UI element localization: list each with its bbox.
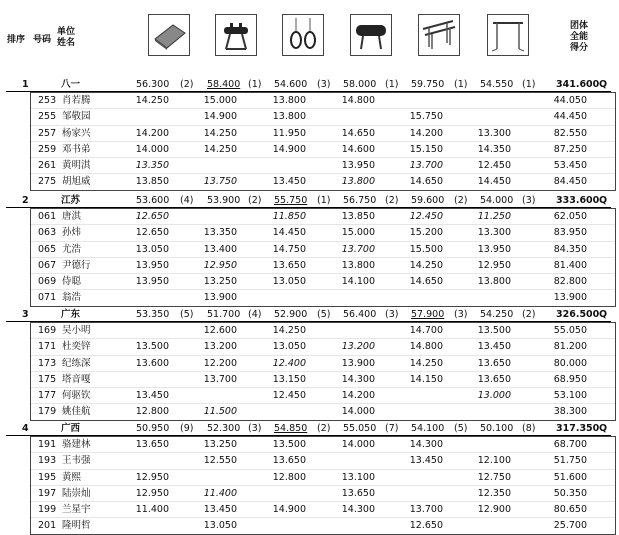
- athlete-code: 255: [38, 111, 57, 123]
- team-rank: 2: [22, 195, 29, 206]
- team-apparatus-score: 52.300: [207, 423, 241, 434]
- team-apparatus-score: 54.600: [274, 79, 308, 90]
- member-row[interactable]: [31, 209, 615, 225]
- team-apparatus-rank: (2): [522, 309, 536, 320]
- athlete-score: 12.650: [135, 211, 169, 222]
- athlete-score: 13.050: [272, 276, 306, 288]
- athlete-code: 257: [38, 127, 57, 139]
- team-apparatus-score: 56.300: [136, 79, 170, 90]
- athlete-code: 253: [38, 95, 57, 106]
- athlete-score: 15.000: [341, 227, 375, 239]
- athlete-total: 84.450: [553, 176, 587, 188]
- team-apparatus-rank: (1): [317, 195, 331, 206]
- team-row: [0, 307, 619, 321]
- athlete-name: 隆明哲: [62, 520, 91, 532]
- athlete-code: 069: [38, 276, 57, 288]
- athlete-score: 12.900: [477, 504, 511, 516]
- team-row: [0, 193, 619, 207]
- athlete-score: 13.950: [477, 243, 511, 255]
- athlete-name: 纪练深: [62, 357, 91, 369]
- athlete-score: 13.650: [272, 455, 306, 467]
- athlete-score: 14.650: [409, 276, 443, 288]
- athlete-total: 80.000: [553, 357, 587, 369]
- team-apparatus-rank: (4): [180, 195, 194, 206]
- athlete-score: 12.650: [135, 227, 169, 239]
- team-apparatus-rank: (4): [248, 309, 262, 320]
- team-apparatus-rank: (7): [385, 423, 399, 434]
- athlete-score: 13.200: [341, 341, 375, 353]
- team-apparatus-rank: (1): [454, 79, 468, 90]
- athlete-code: 071: [38, 292, 57, 304]
- team-apparatus-score: 54.550: [480, 79, 514, 90]
- athlete-score: 13.100: [341, 471, 375, 483]
- team-row: [0, 77, 619, 91]
- team-apparatus-score: 58.000: [343, 79, 377, 90]
- athlete-score: 11.950: [272, 127, 306, 139]
- athlete-score: 12.950: [135, 471, 169, 483]
- member-row[interactable]: [31, 470, 615, 486]
- team-apparatus-score: 54.100: [411, 423, 445, 434]
- team-block: [0, 193, 619, 305]
- athlete-code: 065: [38, 243, 57, 255]
- header-total-3: 得分: [570, 43, 589, 53]
- athlete-name: 胡旭威: [62, 176, 91, 188]
- athlete-total: 38.300: [553, 406, 587, 418]
- team-apparatus-rank: (5): [454, 423, 468, 434]
- athlete-code: 275: [38, 176, 57, 188]
- member-row[interactable]: [31, 93, 615, 109]
- athlete-score: 13.500: [477, 325, 511, 336]
- athlete-code: 195: [38, 471, 57, 483]
- athlete-score: 14.900: [272, 504, 306, 516]
- athlete-name: 姚佳航: [62, 406, 91, 418]
- athlete-score: 14.450: [272, 227, 306, 239]
- header-total-2: 全能: [570, 32, 589, 42]
- member-row[interactable]: [31, 258, 615, 274]
- athlete-score: 12.200: [203, 357, 237, 369]
- athlete-score: 13.500: [272, 439, 306, 450]
- team-apparatus-score: 59.750: [411, 79, 445, 90]
- team-rank: 1: [22, 79, 29, 90]
- team-apparatus-score: 59.600: [411, 195, 445, 206]
- athlete-score: 13.450: [409, 455, 443, 467]
- qualified-mark: Q: [599, 423, 608, 434]
- athlete-score: 12.750: [477, 471, 511, 483]
- athlete-score: 13.900: [341, 357, 375, 369]
- athlete-total: 53.100: [553, 390, 587, 402]
- athlete-name: 杜奕锌: [62, 341, 91, 353]
- athlete-score: 14.250: [135, 95, 169, 106]
- athlete-score: 12.650: [409, 520, 443, 532]
- rings-icon: [282, 14, 324, 56]
- athlete-score: 12.100: [477, 455, 511, 467]
- athlete-name: 塔音嘎: [62, 373, 91, 385]
- athlete-score: 13.800: [272, 111, 306, 123]
- team-apparatus-score: 54.250: [480, 309, 514, 320]
- athlete-total: 50.350: [553, 487, 587, 499]
- athlete-score: 14.750: [272, 243, 306, 255]
- athlete-code: 067: [38, 259, 57, 271]
- athlete-name: 陆崇灿: [62, 487, 91, 499]
- team-apparatus-rank: (3): [522, 195, 536, 206]
- team-apparatus-rank: (2): [385, 195, 399, 206]
- athlete-total: 82.800: [553, 276, 587, 288]
- header-unit: 单位: [57, 27, 76, 37]
- team-total: 341.600: [556, 79, 600, 90]
- athlete-score: 14.000: [135, 143, 169, 155]
- athlete-score: 13.400: [203, 243, 237, 255]
- athlete-score: 14.650: [409, 176, 443, 188]
- member-row[interactable]: [31, 437, 615, 453]
- team-row: [0, 421, 619, 435]
- athlete-score: 12.350: [477, 487, 511, 499]
- athlete-score: 13.300: [477, 127, 511, 139]
- athlete-name: 杨家兴: [62, 127, 91, 139]
- team-apparatus-rank: (9): [180, 423, 194, 434]
- athlete-score: 13.700: [341, 243, 375, 255]
- header-total-1: 团体: [570, 21, 589, 31]
- high-bar-icon: [487, 14, 529, 56]
- member-row[interactable]: [31, 225, 615, 241]
- team-apparatus-score: 53.900: [207, 195, 241, 206]
- athlete-name: 唐淇: [62, 211, 82, 222]
- athlete-score: 13.800: [341, 259, 375, 271]
- athlete-score: 14.000: [341, 439, 375, 450]
- team-apparatus-rank: (2): [454, 195, 468, 206]
- team-block: [0, 307, 619, 419]
- athlete-code: 169: [38, 325, 57, 336]
- member-row[interactable]: [31, 323, 615, 339]
- athlete-score: 15.200: [409, 227, 443, 239]
- team-apparatus-score: 53.600: [136, 195, 170, 206]
- athlete-score: 13.750: [203, 176, 237, 188]
- qualified-mark: Q: [599, 309, 608, 320]
- team-apparatus-score: 58.400: [207, 79, 241, 90]
- athlete-score: 12.950: [135, 487, 169, 499]
- athlete-score: 14.250: [409, 357, 443, 369]
- athlete-score: 13.950: [135, 276, 169, 288]
- team-apparatus-rank: (1): [248, 79, 262, 90]
- team-total: 333.600: [556, 195, 600, 206]
- athlete-score: 13.450: [272, 176, 306, 188]
- team-block: [0, 77, 619, 189]
- athlete-name: 邹敬园: [62, 111, 91, 123]
- athlete-score: 14.900: [272, 143, 306, 155]
- team-apparatus-rank: (2): [180, 79, 194, 90]
- team-block: [0, 421, 619, 533]
- athlete-score: 13.700: [203, 373, 237, 385]
- athlete-score: 14.350: [477, 143, 511, 155]
- team-apparatus-rank: (2): [317, 423, 331, 434]
- athlete-total: 81.400: [553, 259, 587, 271]
- athlete-score: 13.000: [477, 390, 511, 402]
- athlete-score: 14.650: [341, 127, 375, 139]
- athlete-score: 14.200: [341, 390, 375, 402]
- athlete-total: 44.050: [553, 95, 587, 106]
- member-row[interactable]: [31, 142, 615, 158]
- athlete-total: 13.900: [553, 292, 587, 304]
- athlete-score: 12.450: [272, 390, 306, 402]
- team-apparatus-score: 50.950: [136, 423, 170, 434]
- athlete-total: 81.200: [553, 341, 587, 353]
- team-name: 江苏: [61, 195, 81, 206]
- athlete-score: 13.800: [272, 95, 306, 106]
- athlete-score: 12.550: [203, 455, 237, 467]
- athlete-score: 14.150: [409, 373, 443, 385]
- athlete-score: 13.250: [203, 439, 237, 450]
- team-apparatus-rank: (3): [317, 79, 331, 90]
- athlete-score: 13.650: [477, 357, 511, 369]
- athlete-score: 13.600: [135, 357, 169, 369]
- athlete-score: 11.400: [203, 487, 237, 499]
- athlete-score: 12.950: [203, 259, 237, 271]
- athlete-score: 14.800: [409, 341, 443, 353]
- header-name: 姓名: [57, 38, 76, 48]
- athlete-score: 15.150: [409, 143, 443, 155]
- athlete-score: 13.900: [203, 292, 237, 304]
- member-row[interactable]: [31, 126, 615, 142]
- athlete-score: 13.150: [272, 373, 306, 385]
- athlete-score: 12.800: [272, 471, 306, 483]
- athlete-score: 13.050: [203, 520, 237, 532]
- team-apparatus-score: 54.850: [274, 423, 308, 434]
- athlete-code: 063: [38, 227, 57, 239]
- athlete-score: 13.650: [341, 487, 375, 499]
- athlete-name: 侍聪: [62, 276, 82, 288]
- athlete-code: 171: [38, 341, 57, 353]
- team-apparatus-score: 54.000: [480, 195, 514, 206]
- athlete-total: 51.750: [553, 455, 587, 467]
- athlete-score: 12.600: [203, 325, 237, 336]
- athlete-score: 14.250: [272, 325, 306, 336]
- team-total: 317.350: [556, 423, 600, 434]
- team-apparatus-rank: (2): [248, 195, 262, 206]
- athlete-total: 68.700: [553, 439, 587, 450]
- athlete-score: 14.250: [409, 259, 443, 271]
- athlete-name: 翁浩: [62, 292, 82, 304]
- pommel-horse-icon: [215, 14, 257, 56]
- athlete-total: 44.450: [553, 111, 587, 123]
- team-apparatus-rank: (5): [180, 309, 194, 320]
- team-apparatus-score: 57.900: [411, 309, 445, 320]
- athlete-score: 13.450: [203, 504, 237, 516]
- member-row[interactable]: [31, 242, 615, 258]
- athlete-score: 14.450: [477, 176, 511, 188]
- member-row[interactable]: [31, 109, 615, 125]
- athlete-total: 87.250: [553, 143, 587, 155]
- athlete-name: 尤浩: [62, 243, 82, 255]
- athlete-code: 199: [38, 504, 57, 516]
- member-row[interactable]: [31, 274, 615, 290]
- athlete-name: 孙炜: [62, 227, 82, 239]
- athlete-score: 13.300: [477, 227, 511, 239]
- header-rank: 排序: [7, 35, 26, 45]
- table-header: [0, 0, 619, 70]
- athlete-name: 何驱钦: [62, 390, 91, 402]
- athlete-score: 15.500: [409, 243, 443, 255]
- team-apparatus-score: 50.100: [480, 423, 514, 434]
- member-row[interactable]: [31, 339, 615, 355]
- athlete-code: 177: [38, 390, 57, 402]
- athlete-score: 12.950: [477, 259, 511, 271]
- athlete-score: 13.650: [477, 373, 511, 385]
- athlete-score: 12.400: [272, 357, 306, 369]
- athlete-score: 13.800: [477, 276, 511, 288]
- member-list: [30, 322, 616, 421]
- qualified-mark: Q: [599, 195, 608, 206]
- athlete-total: 82.550: [553, 127, 587, 139]
- athlete-code: 197: [38, 487, 57, 499]
- member-row[interactable]: [31, 453, 615, 469]
- athlete-score: 13.050: [135, 243, 169, 255]
- athlete-name: 肖若腾: [62, 95, 91, 106]
- athlete-score: 15.750: [409, 111, 443, 123]
- athlete-code: 261: [38, 160, 57, 172]
- athlete-score: 14.200: [135, 127, 169, 139]
- athlete-name: 兰星宇: [62, 504, 91, 516]
- athlete-score: 11.400: [135, 504, 169, 516]
- member-row[interactable]: [31, 174, 615, 189]
- athlete-score: 11.500: [203, 406, 237, 418]
- athlete-score: 12.450: [477, 160, 511, 172]
- member-row[interactable]: [31, 502, 615, 518]
- athlete-code: 175: [38, 373, 57, 385]
- athlete-total: 53.450: [553, 160, 587, 172]
- athlete-score: 13.850: [135, 176, 169, 188]
- team-apparatus-score: 56.400: [343, 309, 377, 320]
- athlete-score: 13.450: [477, 341, 511, 353]
- athlete-score: 14.300: [341, 373, 375, 385]
- athlete-score: 15.000: [203, 95, 237, 106]
- athlete-score: 14.300: [409, 439, 443, 450]
- member-row[interactable]: [31, 388, 615, 404]
- athlete-name: 王韦强: [62, 455, 91, 467]
- athlete-score: 11.250: [477, 211, 511, 222]
- athlete-score: 13.700: [409, 160, 443, 172]
- team-name: 八一: [61, 79, 81, 90]
- member-row[interactable]: [31, 486, 615, 502]
- athlete-code: 201: [38, 520, 57, 532]
- athlete-score: 14.100: [341, 276, 375, 288]
- team-apparatus-rank: (3): [454, 309, 468, 320]
- team-apparatus-score: 51.700: [207, 309, 241, 320]
- team-rank: 4: [22, 423, 29, 434]
- athlete-name: 黄明淇: [62, 160, 91, 172]
- athlete-score: 12.800: [135, 406, 169, 418]
- athlete-code: 173: [38, 357, 57, 369]
- athlete-score: 14.250: [203, 127, 237, 139]
- athlete-score: 14.800: [341, 95, 375, 106]
- member-row[interactable]: [31, 518, 615, 533]
- athlete-code: 179: [38, 406, 57, 418]
- athlete-total: 80.650: [553, 504, 587, 516]
- athlete-score: 13.800: [341, 176, 375, 188]
- team-rank: 3: [22, 309, 29, 320]
- athlete-score: 13.350: [135, 160, 169, 172]
- team-apparatus-rank: (1): [385, 79, 399, 90]
- athlete-name: 邓书弟: [62, 143, 91, 155]
- athlete-score: 14.200: [409, 127, 443, 139]
- parallel-bars-icon: [418, 14, 460, 56]
- athlete-score: 14.700: [409, 325, 443, 336]
- athlete-score: 14.000: [341, 406, 375, 418]
- athlete-total: 55.050: [553, 325, 587, 336]
- athlete-total: 83.950: [553, 227, 587, 239]
- member-row[interactable]: [31, 290, 615, 305]
- athlete-score: 13.650: [272, 259, 306, 271]
- team-name: 广东: [61, 309, 81, 320]
- team-apparatus-rank: (3): [248, 423, 262, 434]
- athlete-score: 13.450: [135, 390, 169, 402]
- team-apparatus-score: 55.050: [343, 423, 377, 434]
- athlete-score: 14.900: [203, 111, 237, 123]
- floor-icon: [148, 14, 190, 56]
- member-list: [30, 436, 616, 535]
- team-apparatus-score: 53.350: [136, 309, 170, 320]
- member-row[interactable]: [31, 404, 615, 419]
- athlete-score: 14.600: [341, 143, 375, 155]
- team-apparatus-rank: (3): [385, 309, 399, 320]
- athlete-score: 13.050: [272, 341, 306, 353]
- team-apparatus-rank: (5): [317, 309, 331, 320]
- athlete-name: 吴小明: [62, 325, 91, 336]
- athlete-name: 黄熙: [62, 471, 82, 483]
- athlete-score: 13.850: [341, 211, 375, 222]
- qualified-mark: Q: [599, 79, 608, 90]
- athlete-score: 13.200: [203, 341, 237, 353]
- athlete-score: 13.650: [135, 439, 169, 450]
- athlete-score: 13.700: [409, 504, 443, 516]
- team-apparatus-rank: (8): [522, 423, 536, 434]
- athlete-score: 12.450: [409, 211, 443, 222]
- athlete-total: 62.050: [553, 211, 587, 222]
- team-apparatus-rank: (1): [522, 79, 536, 90]
- athlete-score: 13.950: [341, 160, 375, 172]
- athlete-name: 骆建林: [62, 439, 91, 450]
- athlete-total: 84.350: [553, 243, 587, 255]
- athlete-score: 14.300: [341, 504, 375, 516]
- member-row[interactable]: [31, 372, 615, 388]
- team-apparatus-score: 55.750: [274, 195, 308, 206]
- athlete-score: 13.500: [135, 341, 169, 353]
- athlete-code: 061: [38, 211, 57, 222]
- athlete-score: 14.250: [203, 143, 237, 155]
- athlete-score: 13.350: [203, 227, 237, 239]
- athlete-code: 259: [38, 143, 57, 155]
- athlete-code: 191: [38, 439, 57, 450]
- athlete-total: 68.950: [553, 373, 587, 385]
- member-list: [30, 208, 616, 307]
- athlete-score: 11.850: [272, 211, 306, 222]
- header-code: 号码: [33, 35, 52, 45]
- member-list: [30, 92, 616, 191]
- team-name: 广西: [61, 423, 81, 434]
- athlete-score: 13.950: [135, 259, 169, 271]
- athlete-code: 193: [38, 455, 57, 467]
- athlete-total: 51.600: [553, 471, 587, 483]
- member-row[interactable]: [31, 158, 615, 174]
- team-total: 326.500: [556, 309, 600, 320]
- athlete-name: 尹德行: [62, 259, 91, 271]
- team-apparatus-score: 56.750: [343, 195, 377, 206]
- team-apparatus-score: 52.900: [274, 309, 308, 320]
- vault-icon: [350, 14, 392, 56]
- athlete-total: 25.700: [553, 520, 587, 532]
- member-row[interactable]: [31, 356, 615, 372]
- athlete-score: 13.250: [203, 276, 237, 288]
